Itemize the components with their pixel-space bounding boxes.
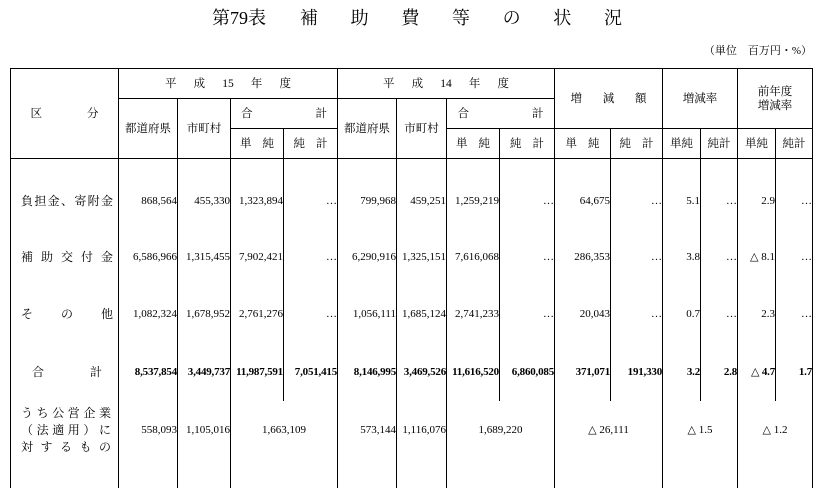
cell-h14-net: 6,860,085 — [500, 343, 555, 401]
cell-prev-rate: △ 1.2 — [738, 401, 813, 488]
unit-label: （単位 百万円・%） — [703, 45, 812, 57]
header-prev-rate-net: 純計 — [776, 129, 813, 159]
table-header — [11, 69, 813, 159]
header-prev-rate-simple: 単純 — [738, 129, 776, 159]
subsidy-table — [10, 68, 813, 488]
glyph: 純 — [293, 137, 305, 150]
cell-h14-simple: 7,616,068 — [447, 229, 500, 286]
glyph: 計 — [532, 137, 544, 150]
glyph: 、 — [60, 193, 73, 208]
header-fy-h15 — [119, 69, 338, 99]
glyph: の — [98, 439, 111, 454]
glyph: 純 — [619, 137, 631, 150]
glyph: 業 — [98, 405, 111, 420]
glyph: 合 — [241, 107, 253, 120]
table-number: 第79表 — [212, 8, 266, 28]
cell-rate-net: 2.8 — [701, 343, 738, 401]
header-h15-net — [284, 129, 338, 159]
header-h14-net — [500, 129, 555, 159]
cell-prev-rate-simple: 2.9 — [738, 159, 776, 229]
glyph: 交 — [60, 250, 73, 264]
glyph: 対 — [21, 439, 34, 454]
table-row — [11, 159, 813, 229]
glyph: 他 — [100, 307, 113, 321]
cell-h14-muni: 1,685,124 — [397, 286, 447, 343]
glyph: 区 — [30, 107, 42, 120]
header-change-amount — [555, 69, 663, 129]
glyph: 金 — [47, 193, 60, 208]
cell-h14-pref: 1,056,111 — [338, 286, 397, 343]
glyph: う — [21, 405, 34, 420]
table-body — [11, 159, 813, 488]
header-prev-change-rate-line-2: 増減率 — [757, 99, 793, 112]
glyph: 助 — [40, 250, 53, 264]
table-row — [11, 229, 813, 286]
header-rate-simple: 単純 — [663, 129, 701, 159]
glyph: に — [98, 422, 111, 437]
cell-h15-pref: 8,537,854 — [119, 343, 178, 401]
cell-h14-muni: 1,116,076 — [397, 401, 447, 488]
glyph: 額 — [635, 92, 647, 105]
cell-h15-net: … — [284, 159, 338, 229]
cell-prev-rate-net: … — [776, 286, 813, 343]
glyph: 合 — [32, 364, 45, 379]
cell-h15-pref: 6,586,966 — [119, 229, 178, 286]
cell-diff-net: 191,330 — [611, 343, 663, 401]
cell-h15-muni: 1,315,455 — [178, 229, 231, 286]
glyph: 補 — [21, 250, 34, 264]
row-label-cell — [11, 286, 119, 343]
cell-prev-rate-simple: 2.3 — [738, 286, 776, 343]
glyph: 合 — [457, 107, 469, 120]
glyph: 純 — [478, 137, 490, 150]
header-h15-total — [231, 99, 338, 129]
cell-h14-net: … — [500, 159, 555, 229]
glyph: 増 — [570, 92, 582, 105]
glyph: 度 — [497, 77, 509, 90]
glyph: そ — [21, 307, 34, 321]
glyph: 公 — [52, 405, 65, 420]
header-h14-prefectures: 都道府県 — [338, 99, 397, 159]
cell-rate-simple: 3.2 — [663, 343, 701, 401]
header-fy-h14 — [338, 69, 555, 99]
cell-prev-rate-simple: △ 8.1 — [738, 229, 776, 286]
cell-diff-simple: 371,071 — [555, 343, 611, 401]
header-h14-net-label — [510, 137, 544, 151]
cell-h14-simple: 11,616,520 — [447, 343, 500, 401]
cell-rate-simple: 3.8 — [663, 229, 701, 286]
cell-rate-net: … — [701, 159, 738, 229]
cell-diff-simple: 286,353 — [555, 229, 611, 286]
header-rate-net: 純計 — [701, 129, 738, 159]
cell-h14-muni: 3,469,526 — [397, 343, 447, 401]
glyph: 況 — [603, 8, 622, 28]
header-h14-simple — [447, 129, 500, 159]
header-h14-total — [447, 99, 555, 129]
header-h14-municipalities: 市町村 — [397, 99, 447, 159]
cell-diff: △ 26,111 — [555, 401, 663, 488]
header-change-amount-label — [571, 92, 647, 106]
row-label-cell — [11, 229, 119, 286]
cell-prev-rate-net: … — [776, 159, 813, 229]
header-diff-simple — [555, 129, 611, 159]
glyph: 年 — [468, 77, 481, 90]
glyph: 法 — [36, 422, 49, 437]
header-category — [11, 69, 119, 159]
row-label-cell — [11, 343, 119, 401]
cell-h14-pref: 8,146,995 — [338, 343, 397, 401]
cell-h14-net: … — [500, 229, 555, 286]
glyph: 単 — [456, 137, 468, 150]
cell-prev-rate-simple: △ 4.7 — [738, 343, 776, 401]
cell-h14-simple: 1,259,219 — [447, 159, 500, 229]
table-row — [11, 286, 813, 343]
glyph: 単 — [240, 137, 252, 150]
glyph: 計 — [89, 364, 102, 379]
glyph: 単 — [565, 137, 577, 150]
header-change-rate — [663, 69, 738, 129]
row-label-line-1 — [21, 405, 111, 422]
glyph: の — [60, 307, 73, 321]
cell-h15-net: 7,051,415 — [284, 343, 338, 401]
cell-rate-simple: 0.7 — [663, 286, 701, 343]
header-h15-net-label — [294, 137, 328, 151]
cell-h15-muni: 1,678,952 — [178, 286, 231, 343]
glyph: 計 — [642, 137, 654, 150]
glyph: 附 — [87, 193, 100, 208]
cell-h15-simple: 7,902,421 — [231, 229, 284, 286]
header-h14-simple-label — [456, 137, 490, 151]
row-label — [21, 194, 113, 208]
glyph: 計 — [316, 137, 328, 150]
glyph: 平 — [165, 77, 177, 90]
glyph: 営 — [67, 405, 80, 420]
cell-h15-net: … — [284, 286, 338, 343]
glyph: 純 — [510, 137, 522, 150]
header-h14-total-label — [458, 107, 544, 121]
cell-diff-net: … — [611, 159, 663, 229]
cell-h14-pref: 6,290,916 — [338, 229, 397, 286]
cell-h14-muni: 459,251 — [397, 159, 447, 229]
cell-diff-net: … — [611, 286, 663, 343]
row-label — [21, 250, 113, 264]
cell-h15-pref: 868,564 — [119, 159, 178, 229]
glyph: 計 — [532, 107, 544, 120]
glyph: の — [502, 8, 521, 28]
header-h15-total-label — [241, 107, 327, 121]
cell-rate-net: … — [701, 229, 738, 286]
cell-diff-simple: 64,675 — [555, 159, 611, 229]
header-row-1 — [11, 69, 813, 99]
glyph: 付 — [80, 250, 93, 264]
glyph: 15 — [222, 77, 234, 90]
glyph: 純 — [262, 137, 274, 150]
row-label — [21, 307, 113, 321]
cell-h15-pref: 1,082,324 — [119, 286, 178, 343]
glyph: も — [79, 439, 92, 454]
glyph: 純 — [588, 137, 600, 150]
glyph: る — [59, 439, 72, 454]
table-row-total — [11, 343, 813, 401]
cell-h14-pref: 573,144 — [338, 401, 397, 488]
cell-diff-simple: 20,043 — [555, 286, 611, 343]
glyph: 計 — [315, 107, 327, 120]
cell-h15-muni: 1,105,016 — [178, 401, 231, 488]
cell-h15-simple: 11,987,591 — [231, 343, 284, 401]
glyph: （ — [21, 422, 34, 437]
glyph: す — [40, 439, 53, 454]
cell-h14-simple: 2,741,233 — [447, 286, 500, 343]
page-title — [300, 6, 622, 30]
glyph: 成 — [411, 77, 424, 90]
glyph: 企 — [83, 405, 96, 420]
cell-h14-net: … — [500, 286, 555, 343]
cell-rate: △ 1.5 — [663, 401, 738, 488]
cell-h15-net: … — [284, 229, 338, 286]
cell-prev-rate-net: 1.7 — [776, 343, 813, 401]
cell-diff-net: … — [611, 229, 663, 286]
header-fy-h15-label — [165, 77, 291, 91]
cell-h15-simple: 1,323,894 — [231, 159, 284, 229]
glyph: 状 — [553, 8, 572, 28]
glyph: ち — [36, 405, 49, 420]
glyph: 度 — [279, 77, 291, 90]
row-label — [32, 365, 102, 379]
glyph: 寄 — [74, 193, 87, 208]
header-prev-change-rate-line-1: 前年度 — [757, 85, 793, 98]
row-label-cell — [11, 159, 119, 229]
cell-h14-pref: 799,968 — [338, 159, 397, 229]
glyph: 費 — [401, 8, 420, 28]
cell-rate-simple: 5.1 — [663, 159, 701, 229]
cell-h15-total: 1,663,109 — [231, 401, 338, 488]
glyph: 用 — [67, 422, 80, 437]
glyph: 補 — [300, 8, 318, 28]
glyph: 年 — [250, 77, 263, 90]
row-label-cell — [11, 401, 119, 488]
header-diff-simple-label — [566, 137, 600, 151]
cell-h15-simple: 2,761,276 — [231, 286, 284, 343]
header-h15-municipalities: 市町村 — [178, 99, 231, 159]
glyph: 分 — [87, 107, 99, 120]
row-label-line-3 — [21, 439, 111, 456]
table-row-public-enterprise — [11, 401, 813, 488]
header-h15-simple — [231, 129, 284, 159]
header-prev-change-rate — [738, 69, 813, 129]
glyph: 金 — [100, 193, 113, 208]
glyph: 14 — [440, 77, 452, 90]
row-label-line-2 — [21, 422, 111, 439]
glyph: 等 — [451, 8, 470, 28]
cell-h15-muni: 3,449,737 — [178, 343, 231, 401]
header-fy-h14-label — [383, 77, 509, 91]
cell-h14-total: 1,689,220 — [447, 401, 555, 488]
header-h15-prefectures: 都道府県 — [119, 99, 178, 159]
header-diff-net-label — [620, 137, 654, 151]
glyph: 減 — [602, 92, 615, 105]
glyph: 成 — [193, 77, 206, 90]
header-h15-simple-label — [240, 137, 274, 151]
cell-h15-muni: 455,330 — [178, 159, 231, 229]
cell-prev-rate-net: … — [776, 229, 813, 286]
glyph: 助 — [350, 8, 369, 28]
cell-h14-muni: 1,325,151 — [397, 229, 447, 286]
cell-h15-pref: 558,093 — [119, 401, 178, 488]
header-diff-net — [611, 129, 663, 159]
cell-rate-net: … — [701, 286, 738, 343]
glyph: 適 — [52, 422, 65, 437]
glyph: 金 — [100, 250, 113, 264]
header-change-rate-label: 増減率 — [682, 92, 718, 105]
glyph: ） — [83, 422, 96, 437]
glyph: 平 — [383, 77, 395, 90]
glyph: 負 — [21, 193, 34, 208]
glyph: 担 — [34, 193, 47, 208]
header-category-label — [31, 107, 99, 121]
